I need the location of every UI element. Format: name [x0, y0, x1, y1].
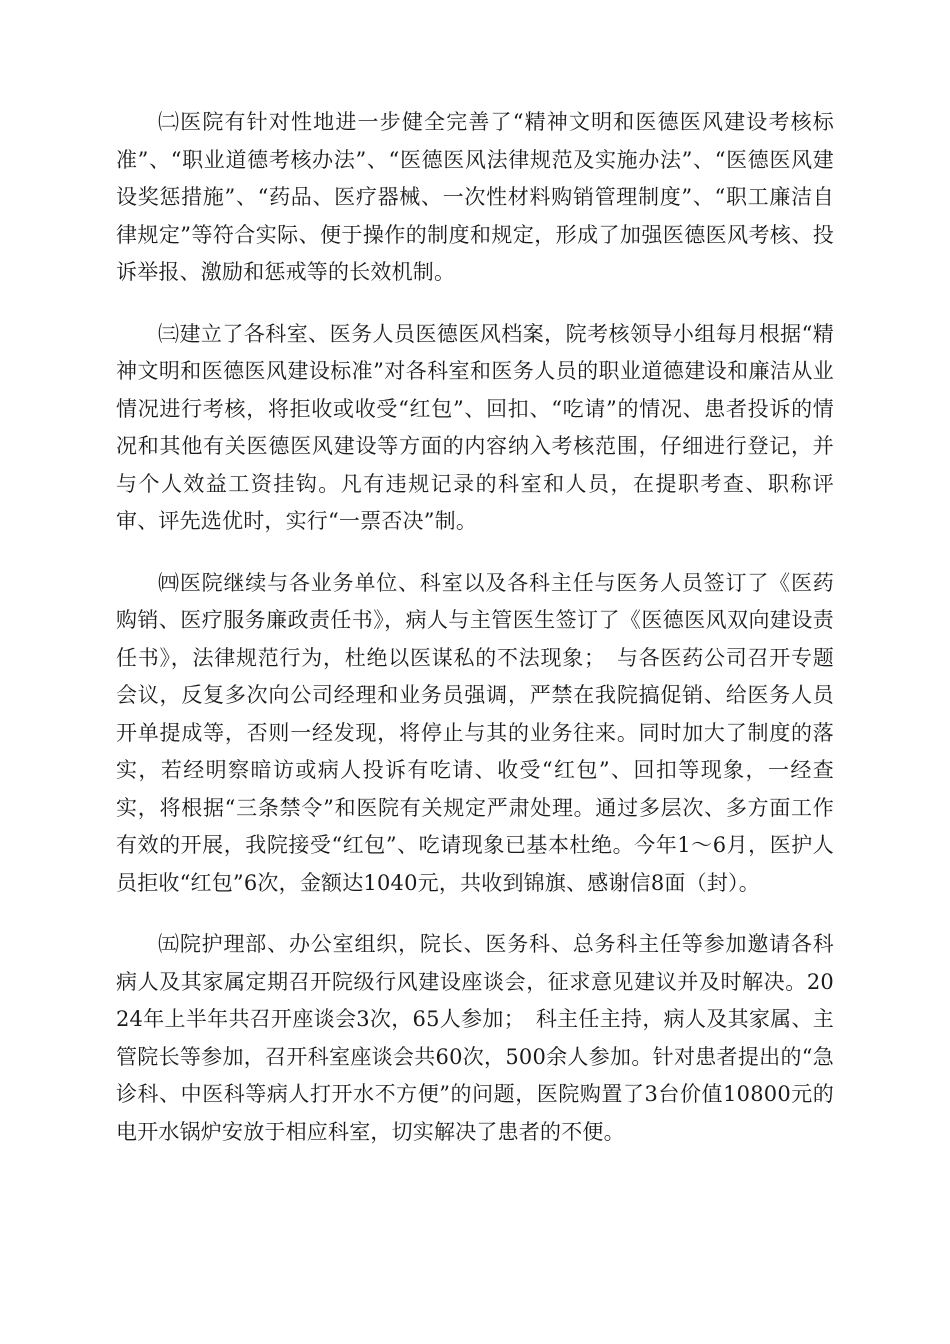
- paragraph-5-symposium: ㈤院护理部、办公室组织，院长、医务科、总务科主任等参加邀请各科病人及其家属定期召开院级行风建设座谈会，征求意见建议并及时解决。2024年上半年共召开座谈会3次，65人参加； 科主任主持，病人及其家属、主管院长等参加，召开科室座谈会共60次，500余人参加。针对患者提出的“急诊科、中医科等病人打开水不方便”的问题，医院购置了3台价值10800元的电开水锅炉安放于相应科室，切实解决了患者的不便。: [116, 932, 834, 1144]
- document-body: [116, 104, 834, 1175]
- paragraph-4-responsibility: ㈣医院继续与各业务单位、科室以及各科主任与医务人员签订了《医药购销、医疗服务廉政责任书》，病人与主管医生签订了《医德医风双向建设责任书》，法律规范行为，杜绝以医谋私的不法现象； 与各医药公司召开专题会议，反复多次向公司经理和业务员强调，严禁在我院搞促销、给医务人员开单提成等，否则一经发现，将停止与其的业务往来。同时加大了制度的落实，若经明察暗访或病人投诉有吃请、收受“红包”、回扣等现象，一经查实，将根据“三条禁令”和医院有关规定严肃处理。通过多层次、多方面工作有效的开展，我院接受“红包”、吃请现象已基本杜绝。今年1～6月，医护人员拒收“红包”6次，金额达1040元，共收到锦旗、感谢信8面（封）。: [116, 570, 834, 895]
- paragraph-2-regulations: ㈡医院有针对性地进一步健全完善了“精神文明和医德医风建设考核标准”、“职业道德考核办法”、“医德医风法律规范及实施办法”、“医德医风建设奖惩措施”、“药品、医疗器械、一次性材料购销管理制度”、“职工廉洁自律规定”等符合实际、便于操作的制度和规定，形成了加强医德医风考核、投诉举报、激励和惩戒等的长效机制。: [116, 110, 834, 284]
- paragraph-3-archives: ㈢建立了各科室、医务人员医德医风档案，院考核领导小组每月根据“精神文明和医德医风建设标准”对各科室和医务人员的职业道德建设和廉洁从业情况进行考核，将拒收或收受“红包”、回扣、“吃请”的情况、患者投诉的情况和其他有关医德医风建设等方面的内容纳入考核范围，仔细进行登记，并与个人效益工资挂钩。凡有违规记录的科室和人员，在提职考查、职称评审、评先选优时，实行“一票否决”制。: [116, 321, 834, 533]
